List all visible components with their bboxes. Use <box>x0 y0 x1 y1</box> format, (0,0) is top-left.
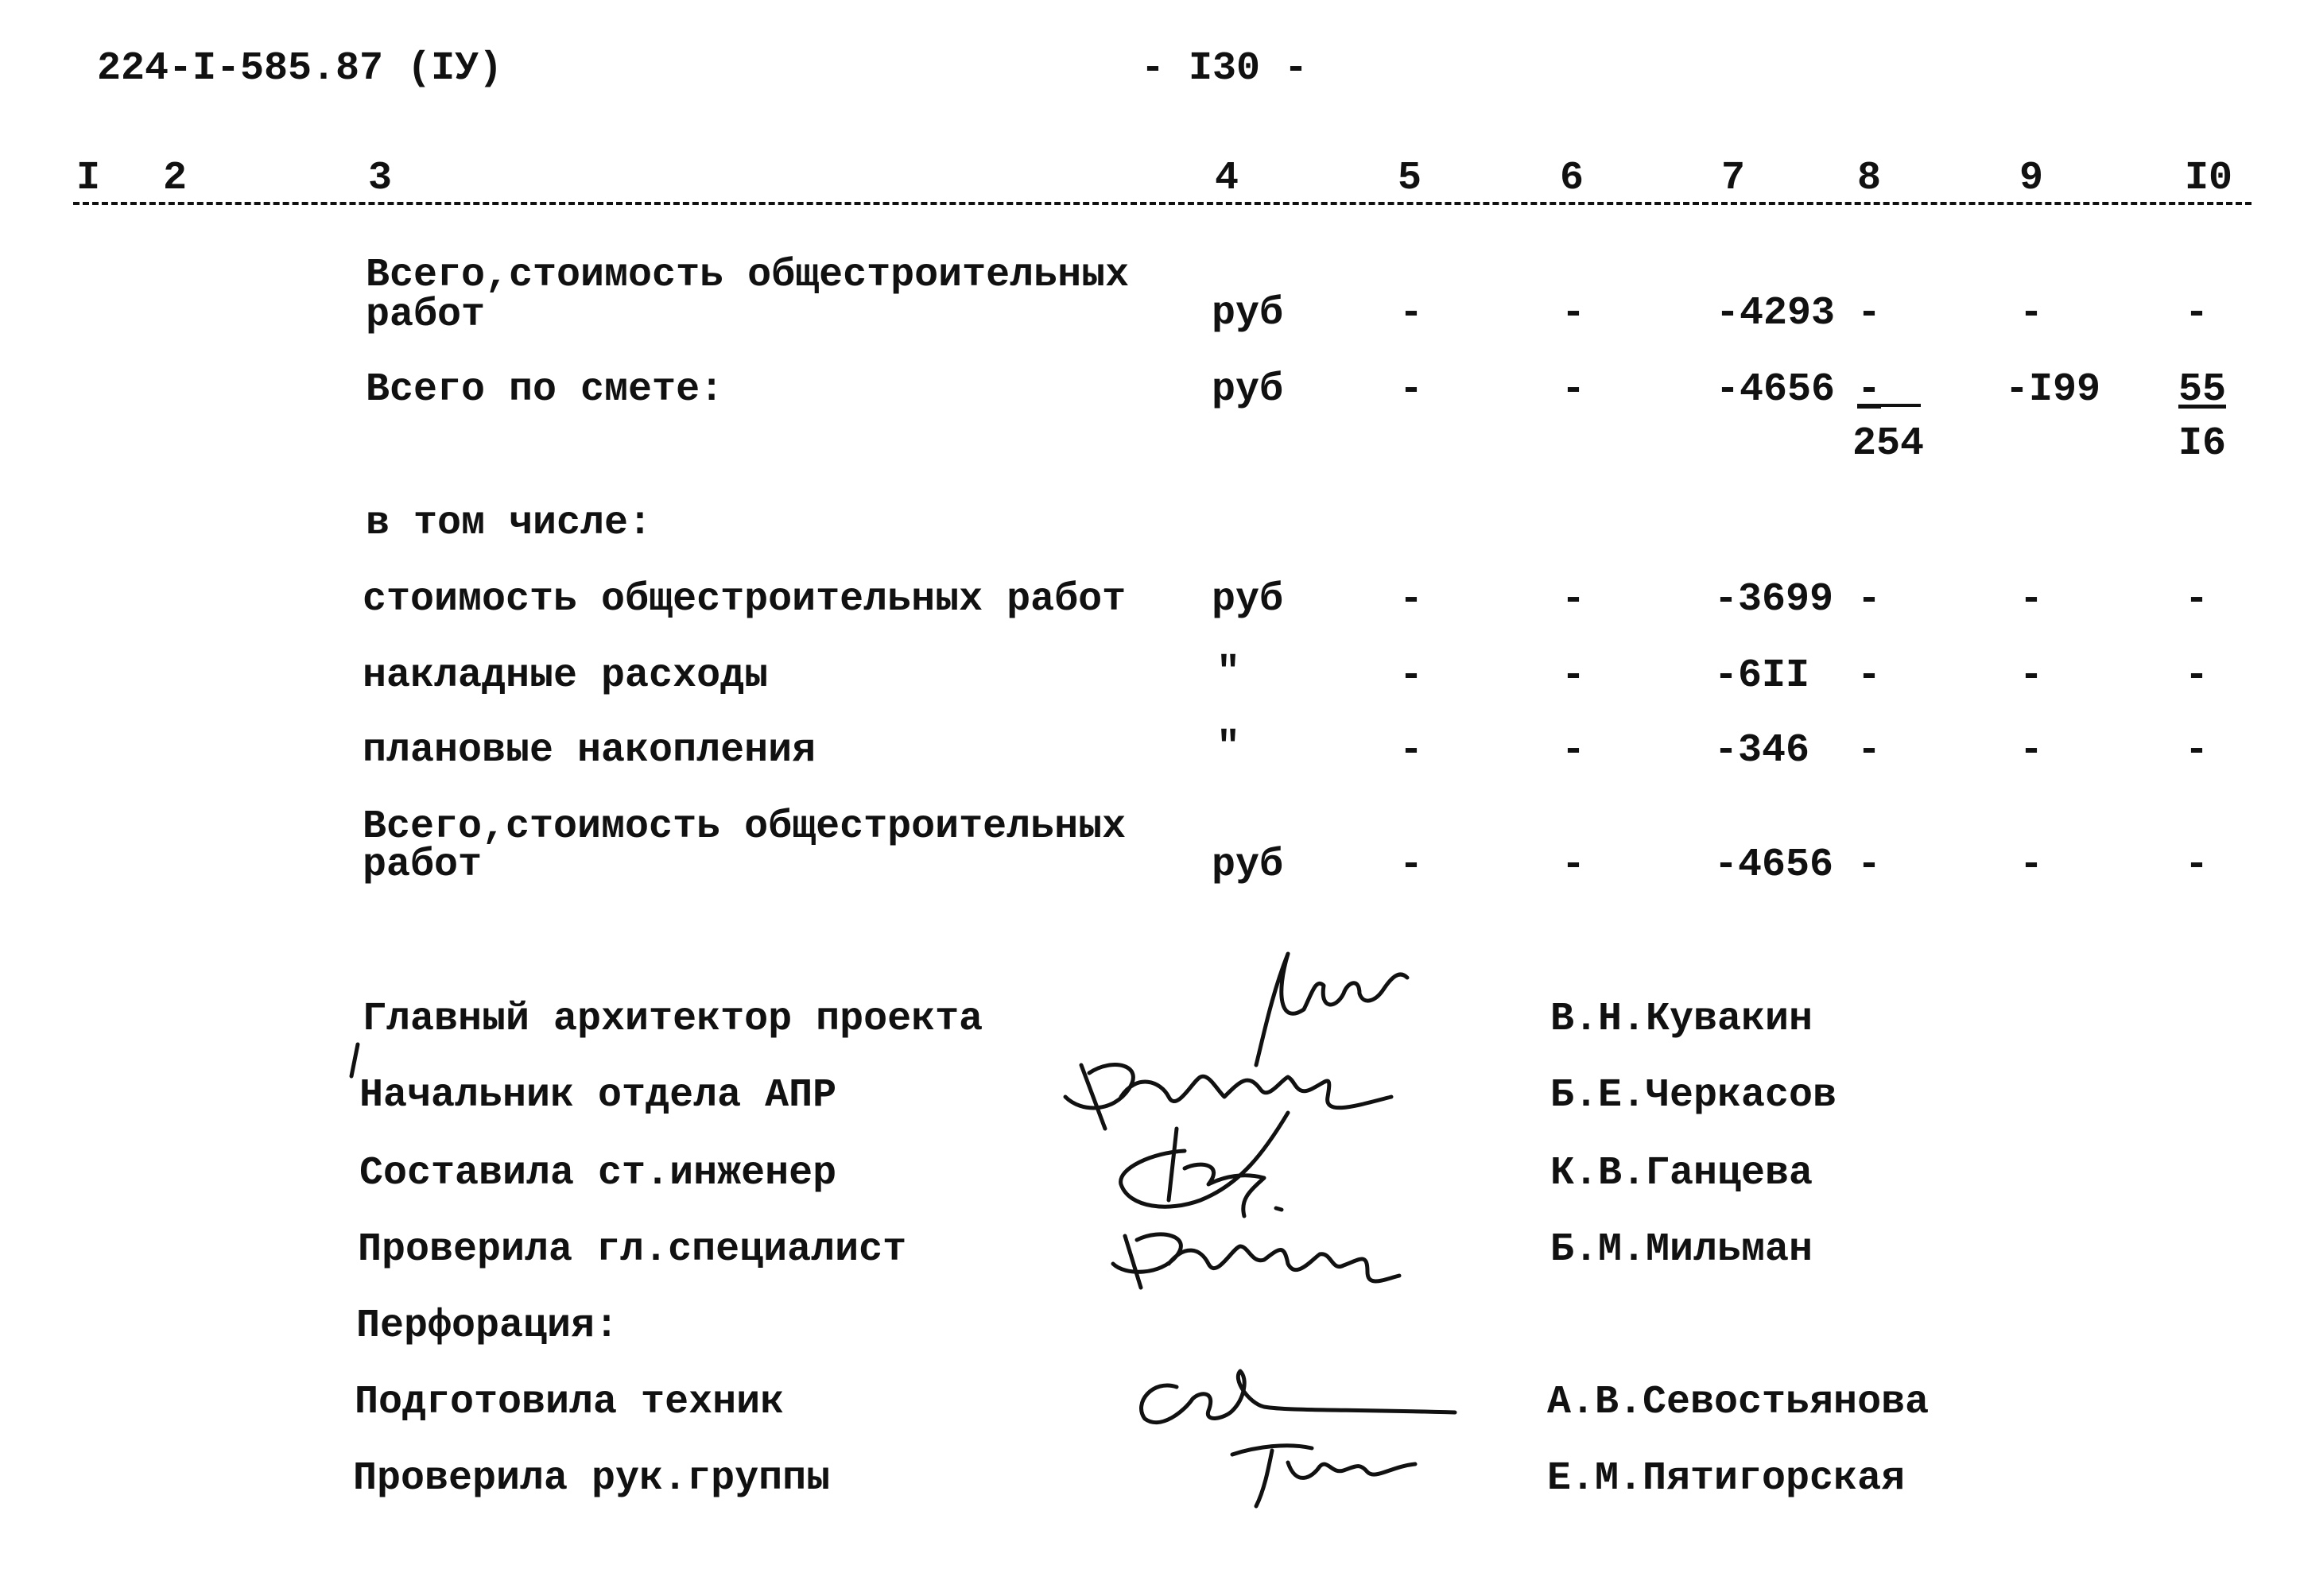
col-header-10: I0 <box>2185 156 2233 201</box>
row-c6: - <box>1561 367 1586 413</box>
row-unit: " <box>1216 725 1241 770</box>
signatory-role: Начальник отдела АПР <box>359 1073 837 1118</box>
row-unit: руб <box>1212 291 1284 336</box>
row-c9: - <box>2019 291 2044 336</box>
row-c7: -3699 <box>1714 577 1834 622</box>
col-header-3: 3 <box>368 156 393 201</box>
col-header-7: 7 <box>1721 156 1746 201</box>
row-label-cont: работ <box>363 843 483 888</box>
signature-milman <box>1105 1216 1407 1296</box>
signature-sevostyanova <box>1129 1363 1463 1435</box>
row-c10: - <box>2185 728 2209 773</box>
row-c10: - <box>2185 577 2209 622</box>
signatory-name: Е.М.Пятигорская <box>1547 1456 1906 1501</box>
document-code: 224-I-585.87 (IУ) <box>97 46 503 91</box>
row-c5: - <box>1399 367 1424 413</box>
signatory-role: Составила ст.инженер <box>359 1151 837 1196</box>
col-header-4: 4 <box>1215 156 1239 201</box>
row-unit: руб <box>1212 367 1284 413</box>
row-unit: руб <box>1212 577 1284 622</box>
row-c8: - <box>1857 653 1882 699</box>
signatory-name: К.В.Ганцева <box>1550 1151 1813 1196</box>
row-c8: - <box>1857 291 1882 336</box>
signatory-role: Подготовила техник <box>355 1380 785 1425</box>
row-c6: - <box>1561 577 1586 622</box>
row-c7: -6II <box>1714 653 1810 699</box>
row-label: Всего по смете: <box>366 367 724 413</box>
signatory-name: Б.Е.Черкасов <box>1550 1073 1837 1118</box>
header-dashed-rule <box>73 202 2252 205</box>
row-c8: - <box>1857 728 1882 773</box>
row-label: плановые накопления <box>363 728 816 773</box>
row-c9: -I99 <box>2005 367 2101 413</box>
row-unit: " <box>1216 650 1241 695</box>
row-label: Всего,стоимость общестроительных <box>366 253 1130 298</box>
row-c5: - <box>1399 843 1424 888</box>
row-c5: - <box>1399 728 1424 773</box>
signatory-role: Главный архитектор проекта <box>363 997 983 1042</box>
row-c7: -4293 <box>1716 291 1836 336</box>
row-label: Всего,стоимость общестроительных <box>363 804 1127 850</box>
col-header-9: 9 <box>2019 156 2044 201</box>
signatory-name: В.Н.Кувакин <box>1550 997 1813 1042</box>
row-c6: - <box>1561 653 1586 699</box>
col-header-8: 8 <box>1857 156 1882 201</box>
row-c10-bottom: I6 <box>2178 421 2227 467</box>
row-c8: - <box>1857 577 1882 622</box>
col-header-2: 2 <box>163 156 188 201</box>
row-c7: -346 <box>1714 728 1810 773</box>
row-c8-bottom-line <box>1857 404 1921 407</box>
col-header-5: 5 <box>1398 156 1422 201</box>
row-c8-top: - <box>1857 367 1882 413</box>
signatory-name: Б.М.Мильман <box>1550 1227 1813 1273</box>
row-c8: - <box>1857 843 1882 888</box>
signatory-name: А.В.Севостьянова <box>1547 1380 1930 1425</box>
row-c10: - <box>2185 843 2209 888</box>
row-c8-bottom: 254 <box>1852 421 1925 467</box>
row-c7: -4656 <box>1714 843 1834 888</box>
col-header-6: 6 <box>1560 156 1584 201</box>
page-number: - I30 - <box>1141 46 1309 91</box>
signatory-role: Проверила гл.специалист <box>358 1227 907 1273</box>
row-c9: - <box>2019 728 2044 773</box>
row-c9: - <box>2019 843 2044 888</box>
row-c6: - <box>1561 728 1586 773</box>
col-header-1: I <box>76 156 101 201</box>
row-label-cont: работ <box>366 292 486 338</box>
row-c7: -4656 <box>1716 367 1836 413</box>
row-c6: - <box>1561 291 1586 336</box>
row-c10: - <box>2185 653 2209 699</box>
row-label: накладные расходы <box>363 653 769 699</box>
row-label: стоимость общестроительных работ <box>363 577 1127 622</box>
row-c5: - <box>1399 291 1424 336</box>
row-c10-top: 55 <box>2178 367 2227 413</box>
pen-tick-mark <box>347 1041 363 1081</box>
row-c5: - <box>1399 653 1424 699</box>
signatory-role: Проверила рук.группы <box>353 1456 831 1501</box>
row-label: в том числе: <box>366 501 653 546</box>
signature-pyatigorskaya <box>1224 1431 1431 1510</box>
row-c9: - <box>2019 653 2044 699</box>
row-c10: - <box>2185 291 2209 336</box>
row-c6: - <box>1561 843 1586 888</box>
row-c9: - <box>2019 577 2044 622</box>
row-c5: - <box>1399 577 1424 622</box>
signatory-role: Перфорация: <box>356 1304 619 1349</box>
row-unit: руб <box>1212 843 1284 888</box>
